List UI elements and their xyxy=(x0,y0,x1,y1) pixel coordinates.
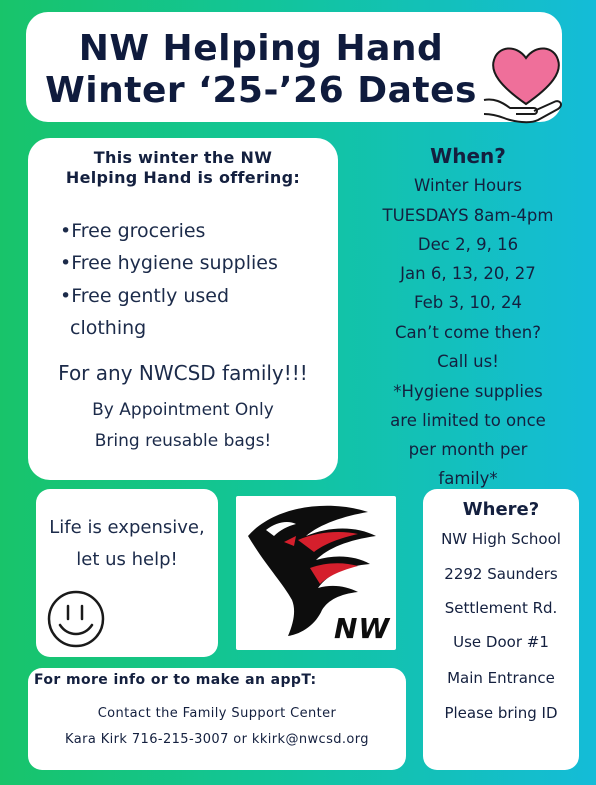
when-heading: When? xyxy=(430,144,506,168)
where-line: Please bring ID xyxy=(444,704,558,722)
offer-card xyxy=(28,138,338,480)
when-line: Call us! xyxy=(437,352,499,371)
where-card xyxy=(423,489,579,770)
life-card xyxy=(36,489,218,657)
offer-item-clothing: •Free gently used xyxy=(60,285,230,307)
smiley-icon xyxy=(46,589,106,649)
where-line: NW High School xyxy=(441,530,561,548)
info-heading: For more info or to make an appT: xyxy=(34,672,317,688)
where-line: Main Entrance xyxy=(447,669,555,687)
when-line: Jan 6, 13, 20, 27 xyxy=(400,264,536,283)
life-line-1: Life is expensive, xyxy=(49,517,205,538)
info-details: Kara Kirk 716-215-3007 or kkirk@nwcsd.org xyxy=(65,732,369,747)
title-card xyxy=(26,12,562,122)
where-line: 2292 Saunders xyxy=(444,565,558,583)
when-line: Winter Hours xyxy=(414,176,522,195)
where-line: Use Door #1 xyxy=(453,633,549,651)
offer-item-clothing-cont: clothing xyxy=(70,317,147,339)
offer-item-hygiene: •Free hygiene supplies xyxy=(60,252,278,274)
when-line: per month per xyxy=(408,440,528,459)
info-contact: Contact the Family Support Center xyxy=(97,706,337,721)
offer-bags: Bring reusable bags! xyxy=(94,431,272,451)
logo-card xyxy=(236,496,396,650)
when-line: Dec 2, 9, 16 xyxy=(417,235,519,254)
title-line-1: NW Helping Hand xyxy=(78,28,444,69)
logo-text: NW xyxy=(334,612,391,645)
title-line-2: Winter ‘25-’26 Dates xyxy=(45,70,477,111)
offer-item-groceries: •Free groceries xyxy=(60,220,206,242)
when-line: *Hygiene supplies xyxy=(393,382,543,401)
when-line: are limited to once xyxy=(390,411,546,430)
offer-heading-line-2: Helping Hand is offering: xyxy=(65,168,301,187)
offer-appointment: By Appointment Only xyxy=(92,400,274,420)
where-heading: Where? xyxy=(462,499,540,520)
where-line: Settlement Rd. xyxy=(444,599,558,617)
when-line: Feb 3, 10, 24 xyxy=(414,293,522,312)
life-line-2: let us help! xyxy=(76,549,178,570)
offer-heading-line-1: This winter the NW xyxy=(93,148,273,167)
heart-hand-icon xyxy=(480,38,572,124)
when-line: family* xyxy=(438,469,498,488)
when-line: TUESDAYS 8am-4pm xyxy=(382,206,554,225)
info-card xyxy=(28,668,406,770)
offer-family: For any NWCSD family!!! xyxy=(58,361,308,385)
when-line: Can’t come then? xyxy=(395,323,541,342)
